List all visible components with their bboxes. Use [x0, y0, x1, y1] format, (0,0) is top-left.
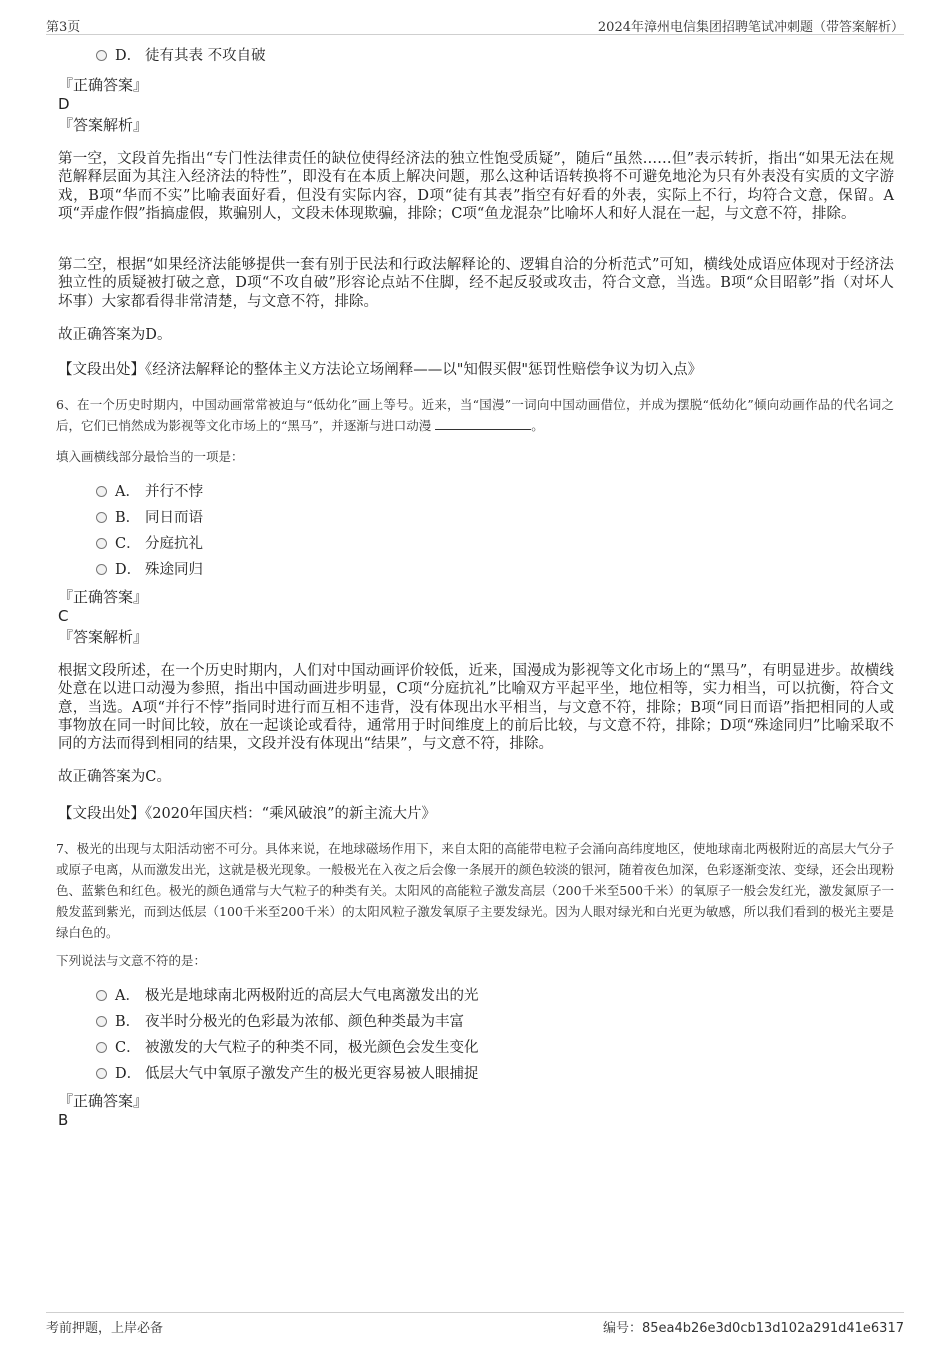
q6-answer: C — [58, 607, 69, 625]
q7-option-b[interactable]: B． 夜半时分极光的色彩最为浓郁、颜色种类最为丰富 — [96, 1012, 464, 1032]
q6-conclusion: 故正确答案为C。 — [58, 769, 171, 785]
q5-analysis-paragraph-2: 第二空，根据“如果经济法能够提供一套有别于民法和行政法解释论的、逻辑自洽的分析范式”可知，横线处成语应体现对于经济法独立性的质疑被打破之意，D项“不攻自破”形容论点站不住脚，经不起反驳或攻击，符合文意，当选。B项“众目昭彰”指（对坏人坏事）大家都看得非常清楚，与文意不符，排除。 — [58, 257, 894, 310]
q5-source: 【文段出处】《经济法解释论的整体主义方法论立场阐释——以"知假买假"惩罚性赔偿争议为切入点》 — [58, 362, 703, 378]
q6-option-b[interactable]: B． 同日而语 — [96, 508, 203, 528]
q7-answer: B — [58, 1111, 69, 1129]
radio-icon[interactable] — [96, 564, 107, 575]
radio-icon[interactable] — [96, 1068, 107, 1079]
q6-analysis-paragraph: 根据文段所述，在一个历史时期内，人们对中国动画评价较低，近来，国漫成为影视等文化市场上的“黑马”，有明显进步。故横线处意在以进口动漫为参照，指出中国动画进步明显，C项“分庭抗礼”比喻双方平起平坐，地位相等，实力相当，可以抗衡，符合文意，当选。A项“并行不悖”指同时进行而互相不违背，没有体现出水平相当，与文意不符，排除；B项“同日而语”指把相同的人或事物放在同一时间比较，放在一起谈论或看待，通常用于时间维度上的前后比较，与文意不符，排除；D项“殊途同归”比喻采取不同的方法而得到相同的结果，文段并没有体现出“结果”，与文意不符，排除。 — [58, 663, 894, 753]
q7-stem: 7、极光的出现与太阳活动密不可分。具体来说，在地球磁场作用下，来自太阳的高能带电粒子会涌向高纬度地区，使地球南北两极附近的高层大气分子或原子电离，从而激发出光，这就是极光现象。一般极光在入夜之后会像一条展开的颜色较淡的银河，随着夜色加深，色彩逐渐变浓、变绿，还会出现粉色、蓝紫色和红色。极光的颜色通常与大气粒子的种类有关。太阳风的高能粒子激发高层（200千米至500千米）的氧原子一般会发红光，激发氮原子一般发蓝到紫光，而到达低层（100千米至200千米）的太阳风粒子激发氧原子主要发绿光。因为人眼对绿光和白光更为敏感，所以我们看到的极光主要是绿白色的。 — [56, 841, 894, 940]
footer-slogan: 考前押题，上岸必备 — [46, 1321, 164, 1336]
document-title: 2024年漳州电信集团招聘笔试冲刺题（带答案解析） — [597, 20, 904, 35]
document-code: 编号：85ea4b26e3d0cb13d102a291d41e6317 — [602, 1321, 904, 1336]
page-header — [46, 14, 904, 35]
q5-answer: D — [58, 95, 70, 113]
q7-option-c[interactable]: C． 被激发的大气粒子的种类不同，极光颜色会发生变化 — [96, 1038, 479, 1058]
q6-option-a[interactable]: A． 并行不悖 — [96, 482, 203, 502]
q6-analysis-label: 『答案解析』 — [58, 628, 149, 646]
radio-icon[interactable] — [96, 990, 107, 1001]
q6-answer-label: 『正确答案』 — [58, 588, 149, 606]
q6-source: 【文段出处】《2020年国庆档：“乘风破浪”的新主流大片》 — [58, 806, 436, 822]
radio-icon[interactable] — [96, 50, 107, 61]
q5-analysis-paragraph-1: 第一空，文段首先指出“专门性法律责任的缺位使得经济法的独立性饱受质疑”，随后“虽然……但”表示转折，指出“如果无法在规范解释层面为其注入经济法的特性”，即没有在本质上解决问题，那么这种话语转换将不可避免地沦为只有外表没有实质的文字游戏，B项“华而不实”比喻表面好看，但没有实际内容，D项“徒有其表”指空有好看的外表，实际上不行，均符合文意，保留。A项“弄虚作假”指搞虚假，欺骗别人，文段未体现欺骗，排除；C项“鱼龙混杂”比喻坏人和好人混在一起，与文意不符，排除。 — [58, 151, 894, 222]
q5-answer-label: 『正确答案』 — [58, 76, 149, 94]
q7-option-a[interactable]: A． 极光是地球南北两极附近的高层大气电离激发出的光 — [96, 986, 479, 1006]
q6-option-c[interactable]: C． 分庭抗礼 — [96, 534, 203, 554]
q7-option-d[interactable]: D． 低层大气中氧原子激发产生的极光更容易被人眼捕捉 — [96, 1064, 479, 1084]
q6-option-d[interactable]: D． 殊途同归 — [96, 560, 203, 580]
q5-option-d[interactable]: D． 徒有其表 不攻自破 — [96, 46, 266, 66]
fill-blank — [435, 419, 531, 430]
q7-prompt: 下列说法与文意不符的是： — [56, 953, 207, 968]
radio-icon[interactable] — [96, 486, 107, 497]
radio-icon[interactable] — [96, 538, 107, 549]
page-footer — [46, 1312, 904, 1337]
radio-icon[interactable] — [96, 512, 107, 523]
radio-icon[interactable] — [96, 1016, 107, 1027]
page-number: 第3页 — [46, 20, 81, 35]
radio-icon[interactable] — [96, 1042, 107, 1053]
q6-prompt: 填入画横线部分最恰当的一项是： — [56, 449, 244, 464]
q7-answer-label: 『正确答案』 — [58, 1092, 149, 1110]
q6-stem: 6、在一个历史时期内，中国动画常常被迫与“低幼化”画上等号。近来，当“国漫”一词向中国动画借位，并成为摆脱“低幼化”倾向动画作品的代名词之后，它们已悄然成为影视等文化市场上的“黑马”，并逐渐与进口动漫 。 — [56, 397, 894, 433]
q5-analysis-label: 『答案解析』 — [58, 116, 149, 134]
q5-conclusion: 故正确答案为D。 — [58, 327, 172, 343]
